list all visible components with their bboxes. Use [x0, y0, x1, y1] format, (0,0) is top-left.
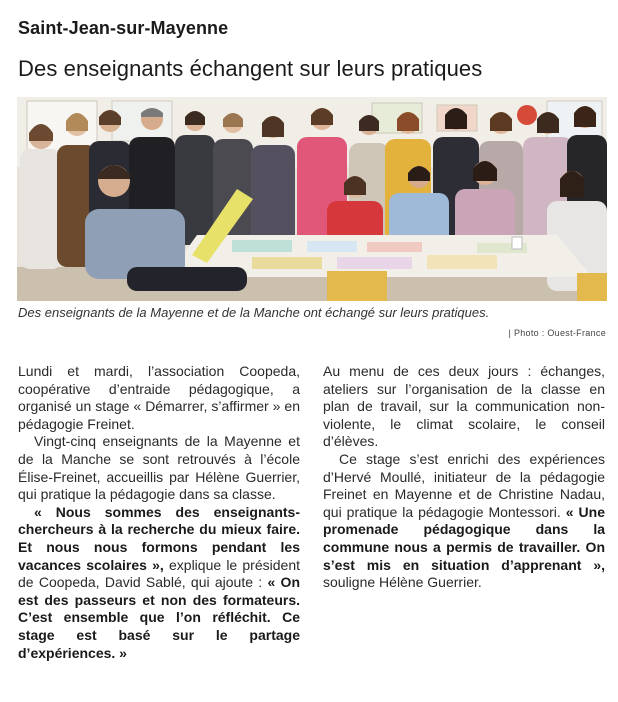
- quote-president-1: « Nous sommes des enseignants-chercheurs à la recherche du mieux faire. Et nous nous formons pendant les vacances scolaires »,: [18, 503, 300, 573]
- paragraph-quotes: [18, 504, 300, 662]
- paragraph-intro: Lundi et mardi, l’association Coopeda, coopérative d’entraide pédagogique, a organisé un stage « Démarrer, s’affirmer » en pédagogie Freinet.: [18, 363, 300, 432]
- body-column-right: [323, 363, 605, 592]
- article-headline: Des enseignants échangent sur leurs pratiques: [18, 56, 483, 81]
- quote-host: « Une promenade pédagogique dans la commune nous a permis de travailler. On s’est mis en situation d’apprenant »,: [323, 503, 606, 573]
- paragraph-program-text: Au menu de ces deux jours : échanges, ateliers sur l’organisation de la classe en plan de travail, sur la communication non-violente, le climat scolaire, le conseil d’élèves.: [323, 363, 605, 450]
- paragraph-quotes-continued: [323, 363, 605, 451]
- group-photo: [17, 97, 607, 301]
- photo-credit: | Photo : Ouest-France: [508, 328, 606, 338]
- quote-president-2: « On est des passeurs et non des formateurs. C’est ensemble que l’on réfléchit. Ce stage est basé sur le partage d’expériences. »: [18, 574, 300, 661]
- body-column-left: [18, 363, 300, 662]
- paragraph-participants: Vingt-cinq enseignants de la Mayenne et de la Manche se sont retrouvés à l’école Élise-Freinet, accueillis par Hélène Guerrier, qui pratique la pédagogie dans sa classe.: [18, 433, 300, 503]
- paragraph-experiences: [323, 451, 605, 592]
- paragraph-quotes-text: explique le président de Coopeda, David Sablé, qui ajoute :: [18, 556, 300, 591]
- paragraph-experiences-text: Ce stage s’est enrichi des expériences d’Hervé Moullé, initiateur de la pédagogie Freinet en Mayenne et de Christine Nadau, qui pratique la pédagogie Montessori.: [323, 450, 605, 520]
- photo-caption: Des enseignants de la Mayenne et de la Manche ont échangé sur leurs pratiques.: [18, 305, 490, 320]
- location-kicker: Saint-Jean-sur-Mayenne: [18, 18, 229, 38]
- paragraph-closing-text: souligne Hélène Guerrier.: [323, 574, 482, 591]
